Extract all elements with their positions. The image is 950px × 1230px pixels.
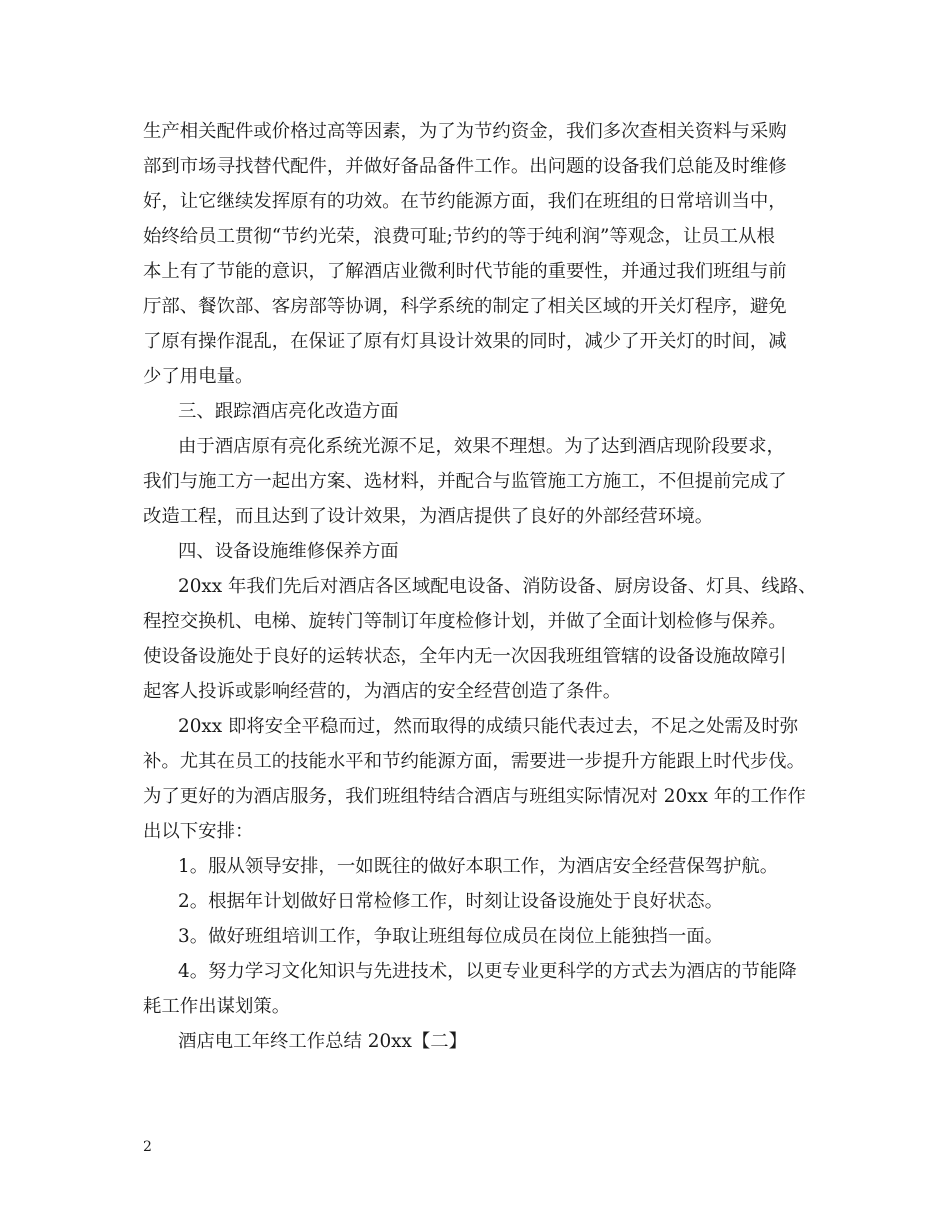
text-line: 出以下安排： <box>143 821 254 842</box>
text-line: 20xx 即将安全平稳而过，然而取得的成绩只能代表过去，不足之处需及时弥 <box>178 716 799 737</box>
text-line: 为了更好的为酒店服务，我们班组特结合酒店与班组实际情况对 20xx 年的工作作 <box>143 786 806 807</box>
text-line: 生产相关配件或价格过高等因素，为了为节约资金，我们多次查相关资料与采购 <box>143 121 787 142</box>
text-line: 厅部、餐饮部、客房部等协调，科学系统的制定了相关区域的开关灯程序，避免 <box>143 296 787 317</box>
text-line: 了原有操作混乱，在保证了原有灯具设计效果的同时，减少了开关灯的时间，减 <box>143 331 787 352</box>
list-item: 3。做好班组培训工作，争取让班组每位成员在岗位上能独挡一面。 <box>178 926 724 947</box>
text-line: 程控交换机、电梯、旋转门等制订年度检修计划，并做了全面计划检修与保养。 <box>143 611 787 632</box>
text-line: 我们与施工方一起出方案、选材料，并配合与监管施工方施工，不但提前完成了 <box>143 471 787 492</box>
list-item: 2。根据年计划做好日常检修工作，时刻让设备设施处于良好状态。 <box>178 891 724 912</box>
text-line: 始终给员工贯彻“节约光荣，浪费可耻;节约的等于纯利润”等观念，让员工从根 <box>143 226 775 247</box>
section-title: 酒店电工年终工作总结 20xx【二】 <box>178 1031 468 1052</box>
text-line: 部到市场寻找替代配件，并做好备品备件工作。出问题的设备我们总能及时维修 <box>143 156 787 177</box>
section-heading: 三、跟踪酒店亮化改造方面 <box>178 401 399 422</box>
page-number: 2 <box>143 1139 152 1155</box>
text-line: 补。尤其在员工的技能水平和节约能源方面，需要进一步提升方能跟上时代步伐。 <box>143 751 806 772</box>
list-item: 4。努力学习文化知识与先进技术，以更专业更科学的方式去为酒店的节能降 <box>178 961 797 982</box>
text-line: 好，让它继续发挥原有的功效。在节约能源方面，我们在班组的日常培训当中， <box>143 191 787 212</box>
text-line: 本上有了节能的意识，了解酒店业微利时代节能的重要性，并通过我们班组与前 <box>143 261 787 282</box>
section-heading: 四、设备设施维修保养方面 <box>178 541 399 562</box>
text-line: 改造工程，而且达到了设计效果，为酒店提供了良好的外部经营环境。 <box>143 506 714 527</box>
text-line: 起客人投诉或影响经营的，为酒店的安全经营创造了条件。 <box>143 681 622 702</box>
text-line: 20xx 年我们先后对酒店各区域配电设备、消防设备、厨房设备、灯具、线路、 <box>178 576 817 597</box>
text-line: 少了用电量。 <box>143 366 254 387</box>
list-item: 1。服从领导安排，一如既往的做好本职工作，为酒店安全经营保驾护航。 <box>178 856 779 877</box>
text-line: 由于酒店原有亮化系统光源不足，效果不理想。为了达到酒店现阶段要求， <box>178 436 785 457</box>
text-line: 耗工作出谋划策。 <box>143 996 291 1017</box>
text-line: 使设备设施处于良好的运转状态，全年内无一次因我班组管辖的设备设施故障引 <box>143 646 787 667</box>
